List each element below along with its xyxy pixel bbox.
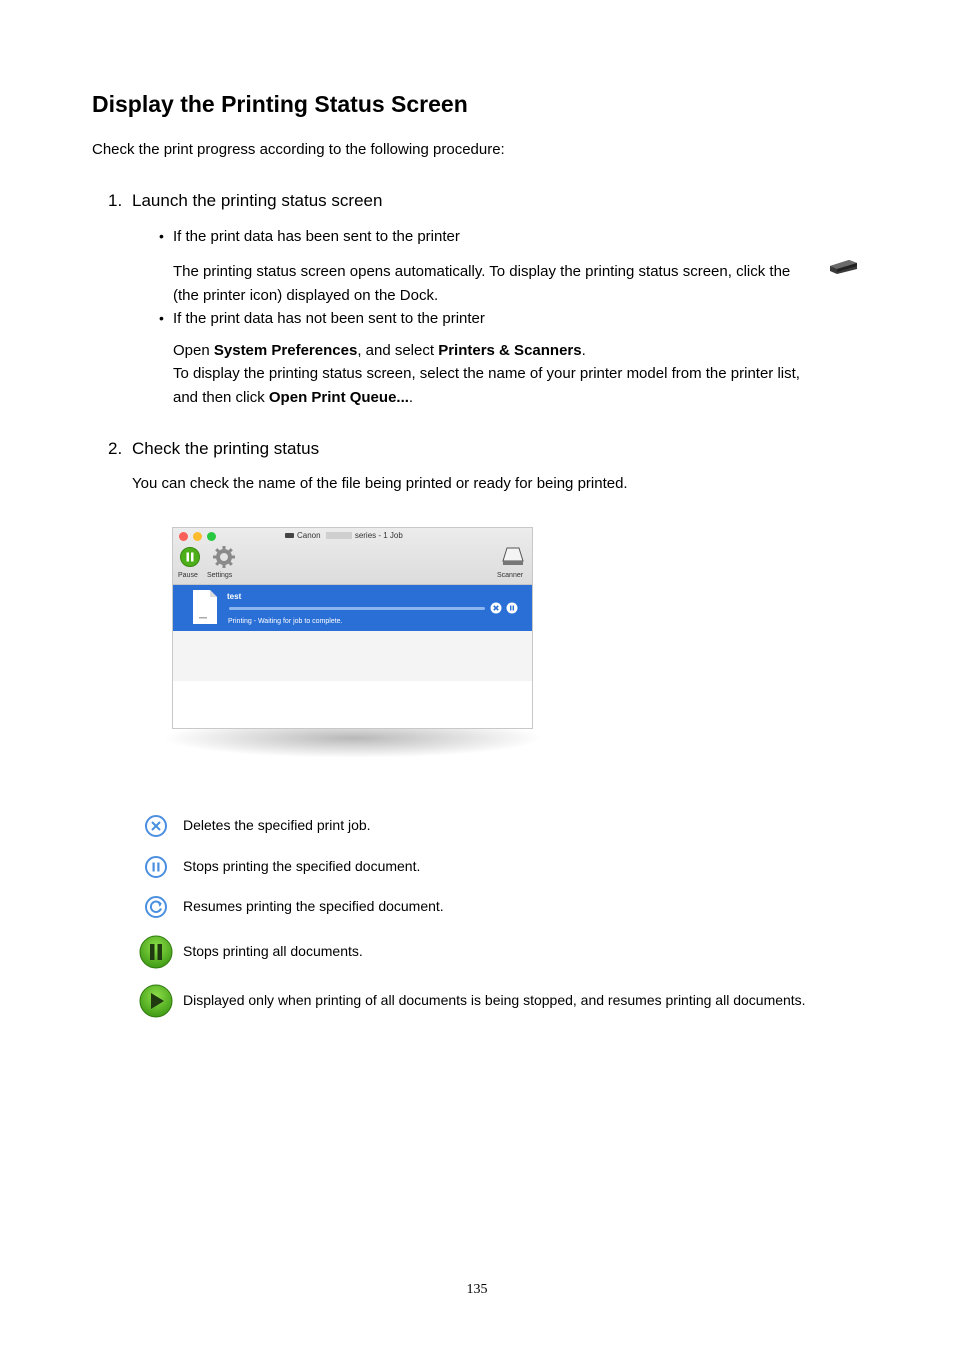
job-progress-bar bbox=[229, 607, 485, 610]
job-name: test bbox=[227, 592, 242, 601]
settings-gear-icon[interactable] bbox=[212, 545, 236, 569]
zoom-window-button[interactable] bbox=[207, 532, 216, 541]
bullet-2-line3: and then click Open Print Queue.... bbox=[173, 389, 414, 406]
step-1-number: 1. bbox=[108, 191, 123, 210]
job-list-empty-area bbox=[173, 631, 532, 681]
legend-pause-doc-text: Stops printing the specified document. bbox=[183, 858, 421, 874]
job-row[interactable] bbox=[173, 585, 532, 631]
legend-pause-all-text: Stops printing all documents. bbox=[183, 943, 363, 959]
step-2-number: 2. bbox=[108, 439, 123, 458]
legend-resume-all-text: Displayed only when printing of all documents is being stopped, and resumes printing all documents. bbox=[183, 992, 806, 1008]
pause-label[interactable]: Pause bbox=[178, 572, 198, 579]
print-queue-window bbox=[172, 527, 533, 729]
bullet-1-line1: The printing status screen opens automatically. To display the printing status screen, click the bbox=[173, 263, 791, 280]
redacted-model bbox=[326, 532, 352, 539]
job-delete-icon[interactable] bbox=[490, 602, 502, 614]
scanner-label[interactable]: Scanner bbox=[497, 572, 524, 579]
intro-text: Check the print progress according to the following procedure: bbox=[92, 141, 505, 158]
bullet-2-line2: To display the printing status screen, select the name of your printer model from the printer list, bbox=[173, 365, 800, 382]
bullet-1-line2: (the printer icon) displayed on the Dock. bbox=[173, 287, 439, 304]
legend-delete-text: Deletes the specified print job. bbox=[183, 817, 371, 833]
pause-toolbar-icon[interactable] bbox=[180, 547, 200, 567]
step-2-text: You can check the name of the file being printed or ready for being printed. bbox=[132, 475, 628, 492]
settings-label[interactable]: Settings bbox=[207, 572, 233, 579]
close-window-button[interactable] bbox=[179, 532, 188, 541]
document-icon bbox=[191, 589, 219, 625]
job-pause-icon[interactable] bbox=[506, 602, 518, 614]
bullet-marker: • bbox=[159, 310, 164, 326]
page-title: Display the Printing Status Screen bbox=[92, 91, 468, 117]
bullet-2-label: If the print data has not been sent to the printer bbox=[173, 310, 485, 327]
step-1-title: Launch the printing status screen bbox=[132, 191, 383, 210]
page-number: 135 bbox=[466, 1282, 488, 1297]
open-print-queue-text: Open Print Queue... bbox=[268, 389, 409, 406]
legend-resume-doc-text: Resumes printing the specified document. bbox=[183, 898, 444, 914]
step-2-title: Check the printing status bbox=[132, 439, 320, 458]
window-printer-icon bbox=[285, 533, 294, 538]
printers-scanners-text: Printers & Scanners bbox=[438, 342, 582, 359]
printer-icon bbox=[827, 257, 859, 277]
system-preferences-text: System Preferences bbox=[213, 342, 358, 359]
resume-all-icon bbox=[139, 984, 173, 1018]
pause-all-icon bbox=[139, 935, 173, 969]
bullet-1-label: If the print data has been sent to the printer bbox=[173, 228, 460, 245]
bullet-marker: • bbox=[159, 228, 164, 244]
bullet-2-line1: Open System Preferences, and select Printers & Scanners. bbox=[173, 342, 586, 359]
job-status: Printing - Waiting for job to complete. bbox=[228, 618, 343, 625]
window-title: Canon series - 1 Job bbox=[285, 531, 403, 540]
pause-document-icon bbox=[144, 855, 168, 879]
scanner-icon[interactable] bbox=[502, 545, 524, 567]
delete-job-icon bbox=[144, 814, 168, 838]
window-toolbar bbox=[173, 528, 532, 585]
resume-document-icon bbox=[144, 895, 168, 919]
minimize-window-button[interactable] bbox=[193, 532, 202, 541]
